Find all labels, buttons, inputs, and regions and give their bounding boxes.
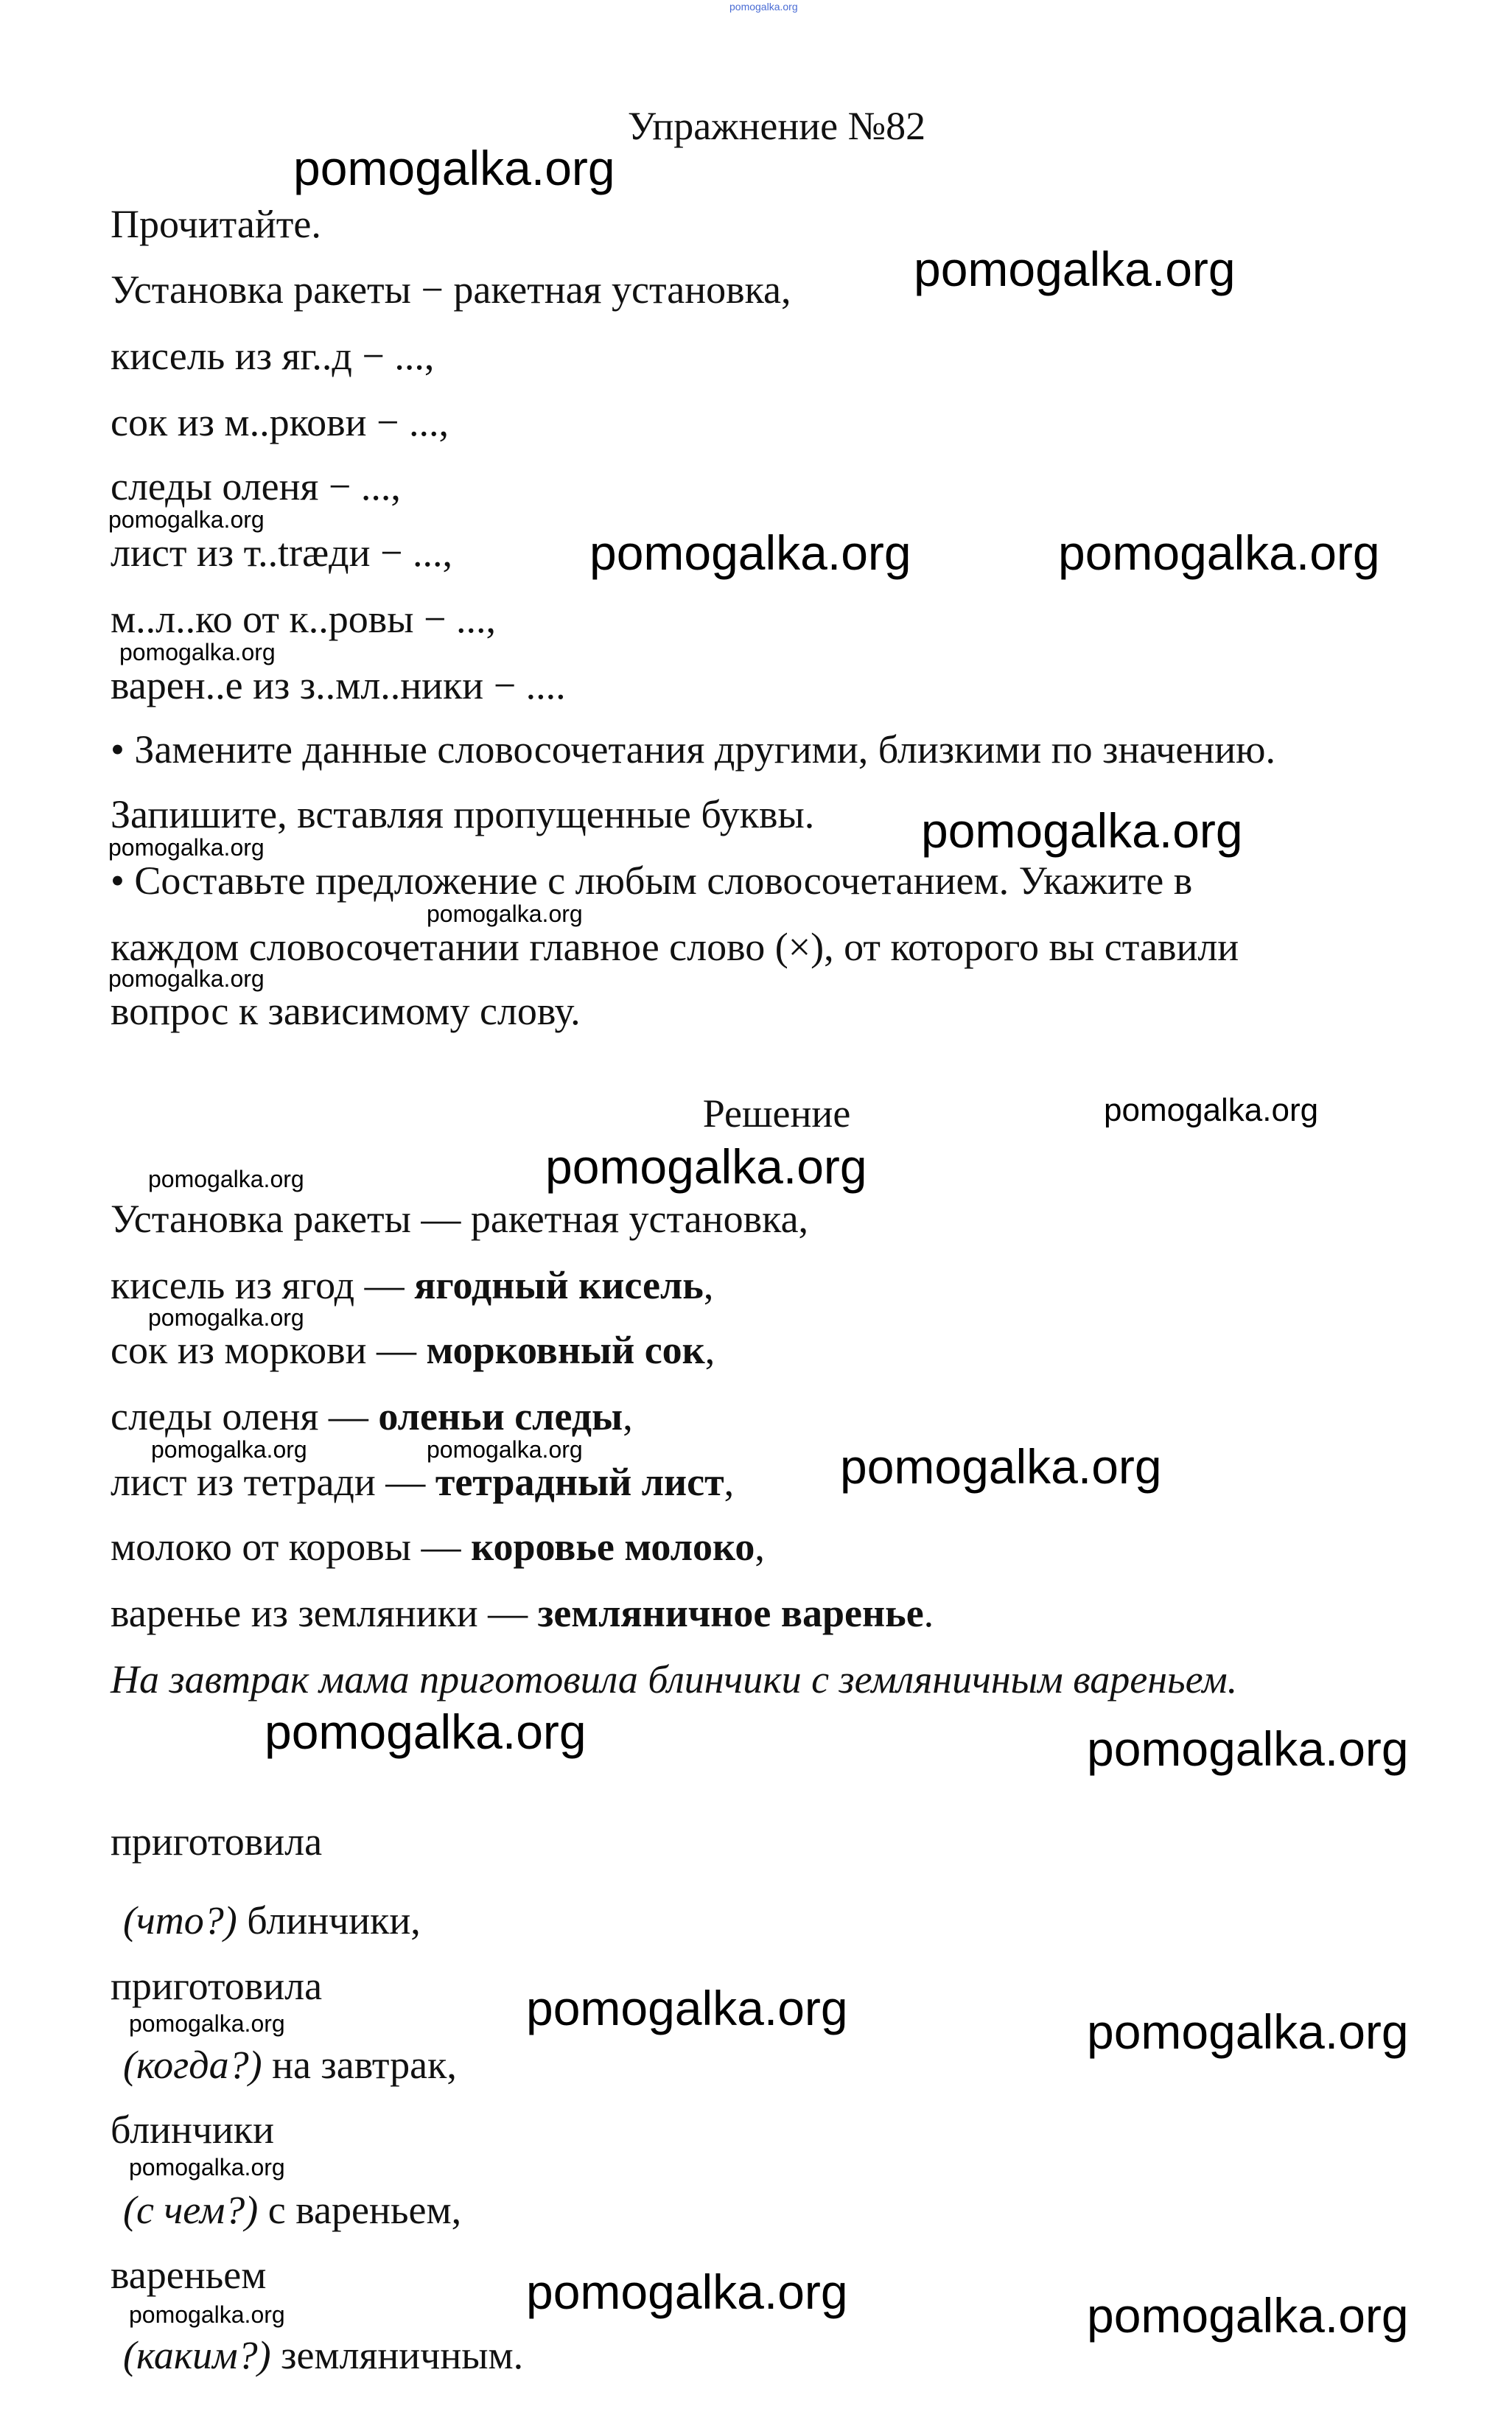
analysis-word: блинчики, — [237, 1898, 421, 1942]
solution-pair — [111, 1527, 765, 1567]
pair-answer: оленьи следы — [378, 1394, 623, 1438]
exercise-line: следы оленя − ..., — [111, 464, 401, 508]
watermark: pomogalka.org — [427, 1436, 583, 1463]
analysis-word: с вареньем, — [258, 2188, 462, 2232]
solution-pair — [111, 1265, 713, 1305]
analysis-word: земляничным. — [270, 2333, 524, 2377]
example-sentence — [111, 1657, 1238, 1702]
pair-punct: , — [724, 1460, 735, 1504]
pair-text: молоко от коровы — — [111, 1525, 472, 1569]
watermark: pomogalka.org — [148, 1166, 304, 1192]
solution-pair — [111, 1330, 715, 1370]
task-instruction: • Замените данные словосочетания другими, близкими по значению. — [111, 727, 1275, 772]
task-instruction: вопрос к зависимому слову. — [111, 989, 581, 1033]
pair-text: Установка ракеты — ракетная установка, — [111, 1197, 809, 1241]
pair-text: лист из тетради — — [111, 1460, 435, 1504]
watermark: pomogalka.org — [108, 834, 265, 861]
watermark: pomogalka.org — [1058, 525, 1380, 580]
pair-answer: тетрадный лист — [435, 1460, 724, 1504]
pair-punct: , — [623, 1394, 633, 1438]
watermark: pomogalka.org — [840, 1439, 1162, 1494]
analysis-question: (с чем?) — [123, 2188, 259, 2232]
watermark: pomogalka.org — [1087, 2288, 1409, 2343]
watermark: pomogalka.org — [914, 242, 1236, 296]
pair-punct: . — [923, 1591, 934, 1635]
analysis-head: приготовила — [111, 1819, 323, 1864]
watermark: pomogalka.org — [526, 1981, 848, 2035]
watermark: pomogalka.org — [129, 2301, 285, 2328]
pair-answer: ягодный кисель — [414, 1263, 704, 1307]
task-instruction: каждом словосочетании главное слово (×), от которого вы ставили — [111, 925, 1239, 969]
analysis-head: блинчики — [111, 2108, 275, 2152]
pair-text: следы оленя — — [111, 1394, 379, 1438]
exercise-line: м..л..ко от к..ровы − ..., — [111, 597, 496, 641]
watermark: pomogalka.org — [129, 2010, 285, 2037]
analysis-question: (когда?) — [123, 2043, 262, 2087]
exercise-line: варен..е из з..мл..ники − .... — [111, 663, 566, 707]
pair-punct: , — [755, 1525, 765, 1569]
exercise-line: Прочитайте. — [111, 202, 321, 246]
analysis-word: на завтрак, — [262, 2043, 457, 2087]
analysis-dependent — [123, 2335, 523, 2375]
watermark: pomogalka.org — [293, 141, 615, 195]
watermark: pomogalka.org — [1087, 2004, 1409, 2059]
watermark: pomogalka.org — [589, 525, 911, 580]
pair-answer: земляничное варенье — [537, 1591, 924, 1635]
exercise-line: Установка ракеты − ракетная установка, — [111, 267, 791, 312]
watermark: pomogalka.org — [129, 2154, 285, 2181]
watermark: pomogalka.org — [1087, 1721, 1409, 1776]
analysis-dependent — [123, 2045, 457, 2085]
watermark: pomogalka.org — [151, 1436, 307, 1463]
watermark: pomogalka.org — [545, 1139, 867, 1194]
pair-answer: морковный сок — [426, 1328, 705, 1372]
watermark: pomogalka.org — [148, 1304, 304, 1331]
watermark: pomogalka.org — [119, 639, 276, 665]
pair-text: сок из моркови — — [111, 1328, 427, 1372]
exercise-line: кисель из яг..д − ..., — [111, 334, 435, 378]
analysis-question: (каким?) — [123, 2333, 271, 2377]
pair-punct: , — [704, 1328, 715, 1372]
solution-pair — [111, 1593, 934, 1633]
exercise-line: сок из м..ркови − ..., — [111, 400, 449, 444]
sentence-text: На завтрак мама приготовила блинчики с земляничным вареньем. — [111, 1657, 1238, 1702]
task-instruction: Запишите, вставляя пропущенные буквы. — [111, 792, 815, 836]
watermark: pomogalka.org — [1104, 1092, 1319, 1128]
watermark: pomogalka.org — [427, 900, 583, 927]
analysis-dependent — [123, 2190, 461, 2230]
solution-pair — [111, 1396, 633, 1436]
watermark-top: pomogalka.org — [729, 1, 798, 13]
watermark: pomogalka.org — [265, 1704, 587, 1759]
analysis-dependent — [123, 1900, 421, 1940]
analysis-head: вареньем — [111, 2253, 267, 2297]
solution-pair — [111, 1199, 808, 1239]
exercise-line: лист из т..træди − ..., — [111, 531, 453, 575]
watermark: pomogalka.org — [526, 2265, 848, 2319]
task-instruction: • Составьте предложение с любым словосочетанием. Укажите в — [111, 858, 1193, 903]
watermark: pomogalka.org — [921, 803, 1243, 858]
solution-title: Решение — [702, 1091, 851, 1136]
solution-pair — [111, 1462, 734, 1502]
pair-text: варенье из земляники — — [111, 1591, 538, 1635]
analysis-head: приготовила — [111, 1964, 323, 2008]
pair-text: кисель из ягод — — [111, 1263, 415, 1307]
watermark: pomogalka.org — [108, 506, 265, 533]
analysis-question: (что?) — [123, 1898, 237, 1942]
pair-answer: коровье молоко — [471, 1525, 755, 1569]
watermark: pomogalka.org — [108, 965, 265, 992]
exercise-title: Упражнение №82 — [627, 104, 926, 148]
pair-punct: , — [703, 1263, 714, 1307]
